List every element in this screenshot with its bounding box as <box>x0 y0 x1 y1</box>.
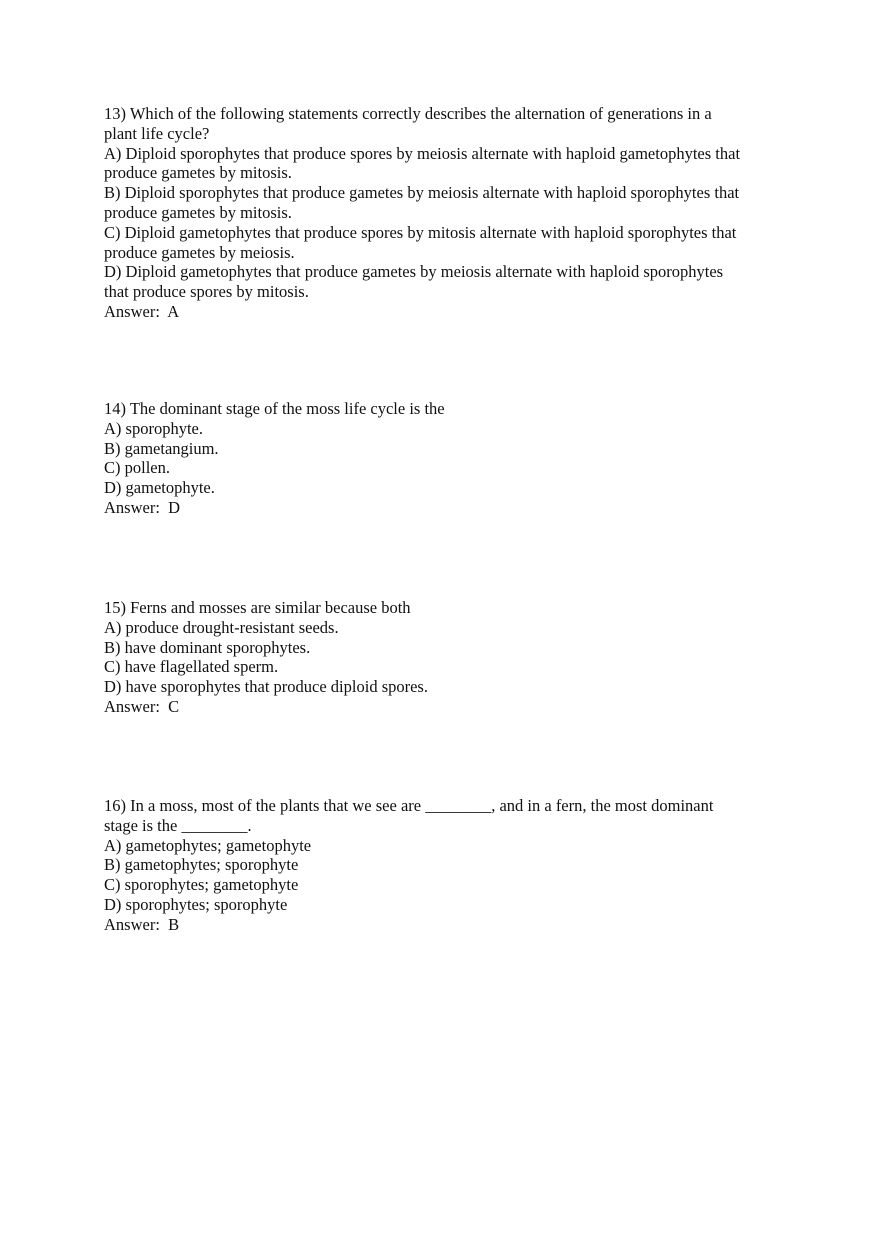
option-b: produce gametes by mitosis. <box>104 202 292 222</box>
option-d: that produce spores by mitosis. <box>104 282 309 302</box>
answer: Answer: C <box>104 696 180 716</box>
option-d: D) sporophytes; sporophyte <box>104 894 288 914</box>
option-d: D) gametophyte. <box>104 478 215 498</box>
option-b: B) have dominant sporophytes. <box>104 637 311 657</box>
option-a: A) sporophyte. <box>104 418 203 438</box>
option-a: A) produce drought-resistant seeds. <box>104 617 339 637</box>
question-stem: plant life cycle? <box>104 123 210 143</box>
question-stem: 16) In a moss, most of the plants that we see are ________, and in a fern, the most dominant <box>104 796 714 815</box>
question-14 <box>104 399 776 518</box>
question-stem: 15) Ferns and mosses are similar because both <box>104 598 411 617</box>
option-a: A) Diploid sporophytes that produce spores by meiosis alternate with haploid gametophytes that <box>104 143 741 163</box>
option-b: B) gametophytes; sporophyte <box>104 855 299 875</box>
answer: Answer: B <box>104 914 180 934</box>
question-13 <box>104 104 776 322</box>
answer: Answer: D <box>104 497 181 517</box>
option-c: produce gametes by meiosis. <box>104 242 295 262</box>
option-b: B) Diploid sporophytes that produce gametes by meiosis alternate with haploid sporophytes that <box>104 183 740 203</box>
question-15 <box>104 598 776 717</box>
option-b: B) gametangium. <box>104 438 219 458</box>
option-c: C) have flagellated sperm. <box>104 657 279 677</box>
option-c: C) sporophytes; gametophyte <box>104 875 299 895</box>
option-a: A) gametophytes; gametophyte <box>104 835 312 855</box>
question-stem: 13) Which of the following statements correctly describes the alternation of generations in a <box>104 104 712 123</box>
answer: Answer: A <box>104 301 180 321</box>
option-c: C) Diploid gametophytes that produce spores by mitosis alternate with haploid sporophytes that <box>104 222 737 242</box>
option-a: produce gametes by mitosis. <box>104 163 292 183</box>
question-stem: 14) The dominant stage of the moss life cycle is the <box>104 399 445 418</box>
question-16 <box>104 796 776 935</box>
option-d: D) Diploid gametophytes that produce gametes by meiosis alternate with haploid sporophytes <box>104 262 724 282</box>
question-stem: stage is the ________. <box>104 815 252 835</box>
option-d: D) have sporophytes that produce diploid spores. <box>104 677 428 697</box>
option-c: C) pollen. <box>104 458 170 478</box>
